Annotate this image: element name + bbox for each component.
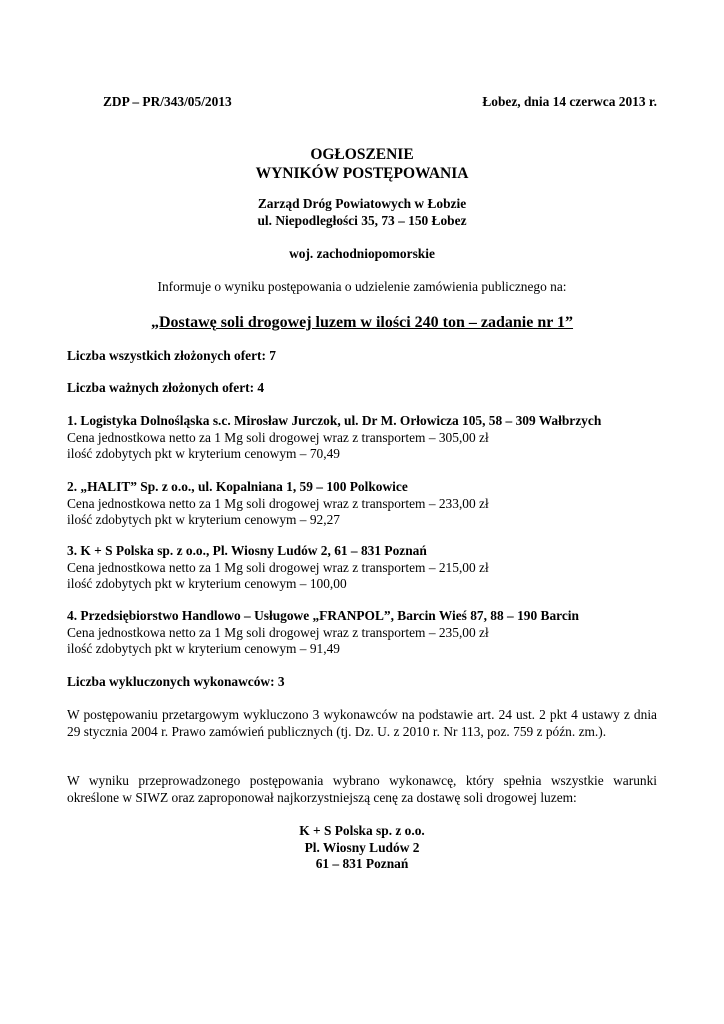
offer-company: 1. Logistyka Dolnośląska s.c. Mirosław Jurczok, ul. Dr M. Orłowicza 105, 58 – 309 Wałbrzych <box>67 413 602 428</box>
offer-price: Cena jednostkowa netto za 1 Mg soli drogowej wraz z transportem – 235,00 zł <box>67 624 489 640</box>
title-line-2: WYNIKÓW POSTĘPOWANIA <box>255 165 469 182</box>
intro-text: Informuje o wyniku postępowania o udzielenie zamówienia publicznego na: <box>157 279 567 294</box>
offer-item <box>67 608 657 658</box>
offer-price: Cena jednostkowa netto za 1 Mg soli drogowej wraz z transportem – 233,00 zł <box>67 495 489 511</box>
excluded-explanation: W postępowaniu przetargowym wykluczono 3 wykonawców na podstawie art. 24 ust. 2 pkt 4 ustawy z dnia 29 stycznia 2004 r. Prawo zamówień publicznych (tj. Dz. U. z 2010 r. Nr 113, poz. 759 z późn. zm.). <box>67 707 657 739</box>
organization-block <box>67 196 657 229</box>
offer-points: ilość zdobytych pkt w kryterium cenowym – 91,49 <box>67 641 340 656</box>
offer-price: Cena jednostkowa netto za 1 Mg soli drogowej wraz z transportem – 305,00 zł <box>67 429 489 445</box>
document-title <box>67 145 657 183</box>
place-and-date: Łobez, dnia 14 czerwca 2013 r. <box>482 94 657 109</box>
offer-company: 3. K + S Polska sp. z o.o., Pl. Wiosny Ludów 2, 61 – 831 Poznań <box>67 543 427 558</box>
offer-points: ilość zdobytych pkt w kryterium cenowym – 70,49 <box>67 446 340 461</box>
reference-number: ZDP – PR/343/05/2013 <box>103 94 232 109</box>
procurement-subject <box>67 313 657 333</box>
procurement-subject-text: „Dostawę soli drogowej luzem w ilości 240 ton – zadanie nr 1” <box>150 314 574 331</box>
offer-points: ilość zdobytych pkt w kryterium cenowym – 100,00 <box>67 576 347 591</box>
offer-item <box>67 543 657 593</box>
result-text: W wyniku przeprowadzonego postępowania wybrano wykonawcę, który spełnia wszystkie warunki określone w SIWZ oraz zaproponował najkorzystniejszą cenę za dostawę soli drogowej luzem: <box>67 773 657 805</box>
offer-price: Cena jednostkowa netto za 1 Mg soli drogowej wraz z transportem – 215,00 zł <box>67 559 489 575</box>
offer-company: 2. „HALIT” Sp. z o.o., ul. Kopalniana 1, 59 – 100 Polkowice <box>67 479 408 494</box>
total-offers: Liczba wszystkich złożonych ofert: 7 <box>67 348 277 363</box>
winner-city: 61 – 831 Poznań <box>315 856 409 871</box>
offer-company: 4. Przedsiębiorstwo Handlowo – Usługowe „FRANPOL”, Barcin Wieś 87, 88 – 190 Barcin <box>67 608 579 623</box>
organization-name: Zarząd Dróg Powiatowych w Łobzie <box>257 196 467 211</box>
organization-region: woj. zachodniopomorskie <box>289 246 435 261</box>
title-line-1: OGŁOSZENIE <box>310 146 414 163</box>
winner-name: K + S Polska sp. z o.o. <box>299 823 425 838</box>
winner-block <box>67 823 657 873</box>
offer-points: ilość zdobytych pkt w kryterium cenowym – 92,27 <box>67 512 340 527</box>
offer-item <box>67 479 657 529</box>
organization-address: ul. Niepodległości 35, 73 – 150 Łobez <box>257 212 467 228</box>
winner-address: Pl. Wiosny Ludów 2 <box>304 839 420 855</box>
offer-item <box>67 413 657 463</box>
excluded-count: Liczba wykluczonych wykonawców: 3 <box>67 674 285 689</box>
valid-offers: Liczba ważnych złożonych ofert: 4 <box>67 380 265 395</box>
